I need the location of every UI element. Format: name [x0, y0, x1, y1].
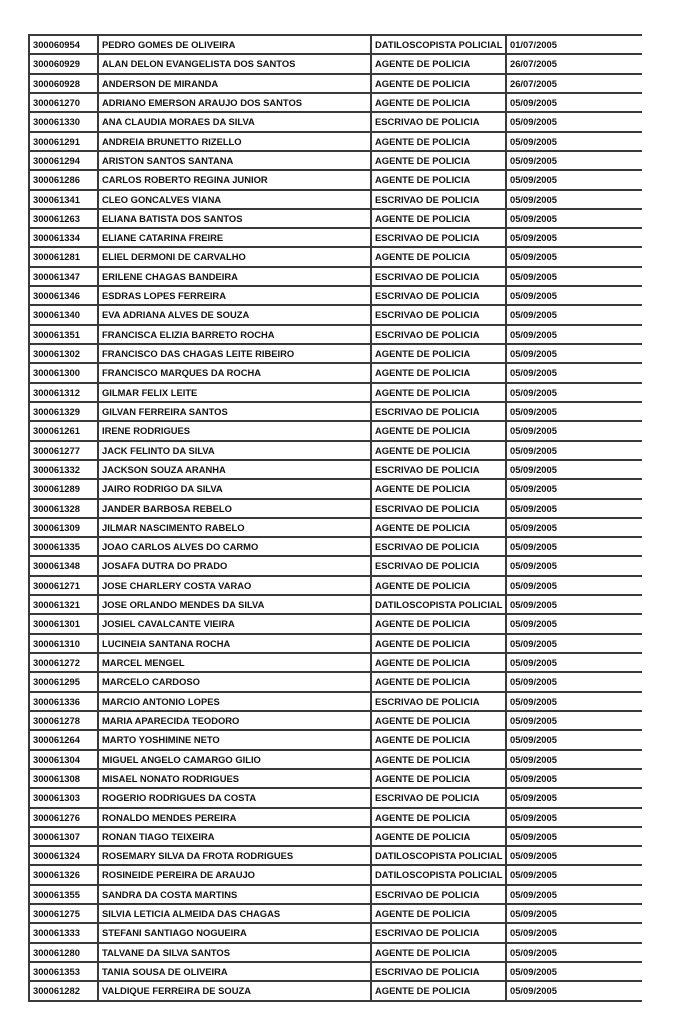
date-cell: 05/09/2005	[505, 886, 642, 903]
role-cell: AGENTE DE POLICIA	[370, 345, 505, 362]
name-cell: LUCINEIA SANTANA ROCHA	[97, 635, 370, 652]
registration-number-cell: 300061276	[28, 809, 97, 826]
registration-number-cell: 300061289	[28, 480, 97, 497]
role-cell: ESCRIVAO DE POLICIA	[370, 924, 505, 941]
name-cell: ELIEL DERMONI DE CARVALHO	[97, 248, 370, 265]
role-cell: ESCRIVAO DE POLICIA	[370, 306, 505, 323]
name-cell: TALVANE DA SILVA SANTOS	[97, 944, 370, 961]
name-cell: JILMAR NASCIMENTO RABELO	[97, 519, 370, 536]
role-cell: AGENTE DE POLICIA	[370, 635, 505, 652]
registration-number-cell: 300061270	[28, 94, 97, 111]
name-cell: JANDER BARBOSA REBELO	[97, 500, 370, 517]
table-row	[28, 36, 642, 55]
date-cell: 05/09/2005	[505, 789, 642, 806]
role-cell: AGENTE DE POLICIA	[370, 210, 505, 227]
table-row	[28, 519, 642, 538]
role-cell: ESCRIVAO DE POLICIA	[370, 229, 505, 246]
table-row	[28, 345, 642, 364]
name-cell: CLEO GONCALVES VIANA	[97, 191, 370, 208]
registration-number-cell: 300061303	[28, 789, 97, 806]
role-cell: AGENTE DE POLICIA	[370, 751, 505, 768]
role-cell: AGENTE DE POLICIA	[370, 654, 505, 671]
date-cell: 05/09/2005	[505, 364, 642, 381]
table-row	[28, 287, 642, 306]
registration-number-cell: 300061294	[28, 152, 97, 169]
role-cell: DATILOSCOPISTA POLICIAL	[370, 866, 505, 883]
role-cell: ESCRIVAO DE POLICIA	[370, 963, 505, 980]
registration-number-cell: 300061340	[28, 306, 97, 323]
table-row	[28, 751, 642, 770]
table-row	[28, 384, 642, 403]
name-cell: MIGUEL ANGELO CAMARGO GILIO	[97, 751, 370, 768]
table-row	[28, 615, 642, 634]
table-row	[28, 905, 642, 924]
table-row	[28, 963, 642, 982]
role-cell: ESCRIVAO DE POLICIA	[370, 268, 505, 285]
registration-number-cell: 300061282	[28, 982, 97, 999]
name-cell: ANA CLAUDIA MORAES DA SILVA	[97, 113, 370, 130]
date-cell: 05/09/2005	[505, 229, 642, 246]
date-cell: 05/09/2005	[505, 306, 642, 323]
registration-number-cell: 300061329	[28, 403, 97, 420]
name-cell: MARCIO ANTONIO LOPES	[97, 693, 370, 710]
role-cell: ESCRIVAO DE POLICIA	[370, 693, 505, 710]
date-cell: 05/09/2005	[505, 596, 642, 613]
name-cell: ESDRAS LOPES FERREIRA	[97, 287, 370, 304]
name-cell: ALAN DELON EVANGELISTA DOS SANTOS	[97, 55, 370, 72]
role-cell: ESCRIVAO DE POLICIA	[370, 789, 505, 806]
registration-number-cell: 300061280	[28, 944, 97, 961]
registration-number-cell: 300061272	[28, 654, 97, 671]
registration-number-cell: 300061346	[28, 287, 97, 304]
name-cell: JOSIEL CAVALCANTE VIEIRA	[97, 615, 370, 632]
date-cell: 05/09/2005	[505, 615, 642, 632]
role-cell: AGENTE DE POLICIA	[370, 152, 505, 169]
table-row	[28, 789, 642, 808]
registration-number-cell: 300061301	[28, 615, 97, 632]
table-row	[28, 924, 642, 943]
name-cell: JOSE ORLANDO MENDES DA SILVA	[97, 596, 370, 613]
registration-number-cell: 300061321	[28, 596, 97, 613]
name-cell: MARCELO CARDOSO	[97, 673, 370, 690]
name-cell: STEFANI SANTIAGO NOGUEIRA	[97, 924, 370, 941]
registration-number-cell: 300061336	[28, 693, 97, 710]
name-cell: MARTO YOSHIMINE NETO	[97, 731, 370, 748]
registration-number-cell: 300061351	[28, 326, 97, 343]
role-cell: AGENTE DE POLICIA	[370, 75, 505, 92]
table-row	[28, 828, 642, 847]
table-row	[28, 480, 642, 499]
table-row	[28, 326, 642, 345]
role-cell: AGENTE DE POLICIA	[370, 615, 505, 632]
role-cell: ESCRIVAO DE POLICIA	[370, 403, 505, 420]
registration-number-cell: 300061278	[28, 712, 97, 729]
registration-number-cell: 300061263	[28, 210, 97, 227]
name-cell: IRENE RODRIGUES	[97, 422, 370, 439]
registration-number-cell: 300060929	[28, 55, 97, 72]
name-cell: MISAEL NONATO RODRIGUES	[97, 770, 370, 787]
date-cell: 05/09/2005	[505, 422, 642, 439]
date-cell: 05/09/2005	[505, 268, 642, 285]
date-cell: 05/09/2005	[505, 693, 642, 710]
role-cell: AGENTE DE POLICIA	[370, 133, 505, 150]
table-row	[28, 113, 642, 132]
name-cell: ERILENE CHAGAS BANDEIRA	[97, 268, 370, 285]
date-cell: 05/09/2005	[505, 982, 642, 999]
name-cell: JOAO CARLOS ALVES DO CARMO	[97, 538, 370, 555]
role-cell: DATILOSCOPISTA POLICIAL	[370, 847, 505, 864]
date-cell: 05/09/2005	[505, 809, 642, 826]
name-cell: FRANCISCA ELIZIA BARRETO ROCHA	[97, 326, 370, 343]
role-cell: AGENTE DE POLICIA	[370, 809, 505, 826]
registration-number-cell: 300061328	[28, 500, 97, 517]
table-row	[28, 364, 642, 383]
name-cell: ADRIANO EMERSON ARAUJO DOS SANTOS	[97, 94, 370, 111]
role-cell: DATILOSCOPISTA POLICIAL	[370, 596, 505, 613]
registration-number-cell: 300061291	[28, 133, 97, 150]
table-row	[28, 171, 642, 190]
name-cell: RONAN TIAGO TEIXEIRA	[97, 828, 370, 845]
table-row	[28, 210, 642, 229]
registration-number-cell: 300061332	[28, 461, 97, 478]
registration-number-cell: 300061300	[28, 364, 97, 381]
name-cell: EVA ADRIANA ALVES DE SOUZA	[97, 306, 370, 323]
date-cell: 05/09/2005	[505, 963, 642, 980]
role-cell: AGENTE DE POLICIA	[370, 422, 505, 439]
table-row	[28, 442, 642, 461]
name-cell: TANIA SOUSA DE OLIVEIRA	[97, 963, 370, 980]
role-cell: AGENTE DE POLICIA	[370, 982, 505, 999]
name-cell: ELIANA BATISTA DOS SANTOS	[97, 210, 370, 227]
date-cell: 05/09/2005	[505, 557, 642, 574]
table-row	[28, 635, 642, 654]
name-cell: FRANCISCO MARQUES DA ROCHA	[97, 364, 370, 381]
registration-number-cell: 300061277	[28, 442, 97, 459]
table-row	[28, 809, 642, 828]
registration-number-cell: 300061355	[28, 886, 97, 903]
table-row	[28, 673, 642, 692]
registration-number-cell: 300061264	[28, 731, 97, 748]
registration-number-cell: 300061341	[28, 191, 97, 208]
date-cell: 05/09/2005	[505, 152, 642, 169]
role-cell: AGENTE DE POLICIA	[370, 577, 505, 594]
table-row	[28, 596, 642, 615]
table-row	[28, 538, 642, 557]
registration-number-cell: 300061330	[28, 113, 97, 130]
date-cell: 05/09/2005	[505, 113, 642, 130]
date-cell: 05/09/2005	[505, 94, 642, 111]
registration-number-cell: 300061281	[28, 248, 97, 265]
role-cell: AGENTE DE POLICIA	[370, 480, 505, 497]
registration-number-cell: 300061348	[28, 557, 97, 574]
registration-number-cell: 300061335	[28, 538, 97, 555]
date-cell: 05/09/2005	[505, 828, 642, 845]
date-cell: 05/09/2005	[505, 461, 642, 478]
table-row	[28, 886, 642, 905]
name-cell: GILVAN FERREIRA SANTOS	[97, 403, 370, 420]
table-row	[28, 229, 642, 248]
table-row	[28, 461, 642, 480]
date-cell: 05/09/2005	[505, 210, 642, 227]
name-cell: MARCEL MENGEL	[97, 654, 370, 671]
name-cell: SILVIA LETICIA ALMEIDA DAS CHAGAS	[97, 905, 370, 922]
registration-number-cell: 300061304	[28, 751, 97, 768]
date-cell: 05/09/2005	[505, 712, 642, 729]
table-row	[28, 770, 642, 789]
name-cell: JACKSON SOUZA ARANHA	[97, 461, 370, 478]
date-cell: 05/09/2005	[505, 248, 642, 265]
registration-number-cell: 300061275	[28, 905, 97, 922]
role-cell: ESCRIVAO DE POLICIA	[370, 557, 505, 574]
role-cell: ESCRIVAO DE POLICIA	[370, 287, 505, 304]
role-cell: AGENTE DE POLICIA	[370, 828, 505, 845]
registration-number-cell: 300061312	[28, 384, 97, 401]
date-cell: 05/09/2005	[505, 287, 642, 304]
date-cell: 05/09/2005	[505, 442, 642, 459]
table-row	[28, 248, 642, 267]
date-cell: 05/09/2005	[505, 924, 642, 941]
registration-number-cell: 300061307	[28, 828, 97, 845]
registration-number-cell: 300061295	[28, 673, 97, 690]
name-cell: RONALDO MENDES PEREIRA	[97, 809, 370, 826]
role-cell: AGENTE DE POLICIA	[370, 384, 505, 401]
role-cell: AGENTE DE POLICIA	[370, 94, 505, 111]
table-row	[28, 152, 642, 171]
name-cell: PEDRO GOMES DE OLIVEIRA	[97, 36, 370, 53]
table-row	[28, 557, 642, 576]
date-cell: 05/09/2005	[505, 480, 642, 497]
personnel-table	[28, 34, 642, 1002]
name-cell: JOSE CHARLERY COSTA VARAO	[97, 577, 370, 594]
registration-number-cell: 300061310	[28, 635, 97, 652]
table-row	[28, 654, 642, 673]
table-row	[28, 75, 642, 94]
registration-number-cell: 300060954	[28, 36, 97, 53]
table-row	[28, 847, 642, 866]
registration-number-cell: 300061347	[28, 268, 97, 285]
role-cell: ESCRIVAO DE POLICIA	[370, 461, 505, 478]
table-row	[28, 94, 642, 113]
registration-number-cell: 300061326	[28, 866, 97, 883]
table-row	[28, 712, 642, 731]
table-row	[28, 191, 642, 210]
registration-number-cell: 300061334	[28, 229, 97, 246]
registration-number-cell: 300061261	[28, 422, 97, 439]
registration-number-cell: 300061302	[28, 345, 97, 362]
date-cell: 05/09/2005	[505, 866, 642, 883]
name-cell: ROSEMARY SILVA DA FROTA RODRIGUES	[97, 847, 370, 864]
date-cell: 05/09/2005	[505, 635, 642, 652]
date-cell: 05/09/2005	[505, 326, 642, 343]
name-cell: VALDIQUE FERREIRA DE SOUZA	[97, 982, 370, 999]
table-row	[28, 577, 642, 596]
name-cell: ANDREIA BRUNETTO RIZELLO	[97, 133, 370, 150]
role-cell: ESCRIVAO DE POLICIA	[370, 500, 505, 517]
name-cell: ROSINEIDE PEREIRA DE ARAUJO	[97, 866, 370, 883]
registration-number-cell: 300061324	[28, 847, 97, 864]
name-cell: JAIRO RODRIGO DA SILVA	[97, 480, 370, 497]
role-cell: ESCRIVAO DE POLICIA	[370, 538, 505, 555]
role-cell: AGENTE DE POLICIA	[370, 248, 505, 265]
table-row	[28, 500, 642, 519]
date-cell: 05/09/2005	[505, 519, 642, 536]
table-row	[28, 944, 642, 963]
name-cell: CARLOS ROBERTO REGINA JUNIOR	[97, 171, 370, 188]
role-cell: AGENTE DE POLICIA	[370, 944, 505, 961]
registration-number-cell: 300061271	[28, 577, 97, 594]
table-row	[28, 731, 642, 750]
role-cell: AGENTE DE POLICIA	[370, 731, 505, 748]
role-cell: AGENTE DE POLICIA	[370, 770, 505, 787]
registration-number-cell: 300061333	[28, 924, 97, 941]
date-cell: 01/07/2005	[505, 36, 642, 53]
role-cell: ESCRIVAO DE POLICIA	[370, 113, 505, 130]
date-cell: 05/09/2005	[505, 345, 642, 362]
date-cell: 26/07/2005	[505, 75, 642, 92]
name-cell: GILMAR FELIX LEITE	[97, 384, 370, 401]
name-cell: ROGERIO RODRIGUES DA COSTA	[97, 789, 370, 806]
date-cell: 05/09/2005	[505, 944, 642, 961]
date-cell: 05/09/2005	[505, 191, 642, 208]
table-row	[28, 422, 642, 441]
registration-number-cell: 300061353	[28, 963, 97, 980]
role-cell: ESCRIVAO DE POLICIA	[370, 886, 505, 903]
table-row	[28, 306, 642, 325]
table-row	[28, 268, 642, 287]
name-cell: FRANCISCO DAS CHAGAS LEITE RIBEIRO	[97, 345, 370, 362]
role-cell: AGENTE DE POLICIA	[370, 364, 505, 381]
date-cell: 05/09/2005	[505, 384, 642, 401]
date-cell: 05/09/2005	[505, 171, 642, 188]
role-cell: AGENTE DE POLICIA	[370, 905, 505, 922]
role-cell: ESCRIVAO DE POLICIA	[370, 191, 505, 208]
date-cell: 05/09/2005	[505, 847, 642, 864]
name-cell: JACK FELINTO DA SILVA	[97, 442, 370, 459]
name-cell: MARIA APARECIDA TEODORO	[97, 712, 370, 729]
name-cell: ARISTON SANTOS SANTANA	[97, 152, 370, 169]
date-cell: 05/09/2005	[505, 654, 642, 671]
date-cell: 05/09/2005	[505, 751, 642, 768]
date-cell: 05/09/2005	[505, 731, 642, 748]
role-cell: AGENTE DE POLICIA	[370, 171, 505, 188]
table-row	[28, 866, 642, 885]
table-row	[28, 982, 642, 1001]
table-row	[28, 55, 642, 74]
table-row	[28, 403, 642, 422]
table-row	[28, 693, 642, 712]
table-row	[28, 133, 642, 152]
name-cell: SANDRA DA COSTA MARTINS	[97, 886, 370, 903]
date-cell: 05/09/2005	[505, 538, 642, 555]
registration-number-cell: 300061286	[28, 171, 97, 188]
role-cell: AGENTE DE POLICIA	[370, 673, 505, 690]
date-cell: 26/07/2005	[505, 55, 642, 72]
role-cell: AGENTE DE POLICIA	[370, 442, 505, 459]
date-cell: 05/09/2005	[505, 673, 642, 690]
date-cell: 05/09/2005	[505, 905, 642, 922]
role-cell: AGENTE DE POLICIA	[370, 712, 505, 729]
role-cell: ESCRIVAO DE POLICIA	[370, 326, 505, 343]
registration-number-cell: 300061308	[28, 770, 97, 787]
name-cell: JOSAFA DUTRA DO PRADO	[97, 557, 370, 574]
registration-number-cell: 300061309	[28, 519, 97, 536]
date-cell: 05/09/2005	[505, 770, 642, 787]
role-cell: AGENTE DE POLICIA	[370, 55, 505, 72]
date-cell: 05/09/2005	[505, 403, 642, 420]
role-cell: DATILOSCOPISTA POLICIAL	[370, 36, 505, 53]
date-cell: 05/09/2005	[505, 500, 642, 517]
name-cell: ANDERSON DE MIRANDA	[97, 75, 370, 92]
date-cell: 05/09/2005	[505, 577, 642, 594]
name-cell: ELIANE CATARINA FREIRE	[97, 229, 370, 246]
role-cell: AGENTE DE POLICIA	[370, 519, 505, 536]
date-cell: 05/09/2005	[505, 133, 642, 150]
registration-number-cell: 300060928	[28, 75, 97, 92]
